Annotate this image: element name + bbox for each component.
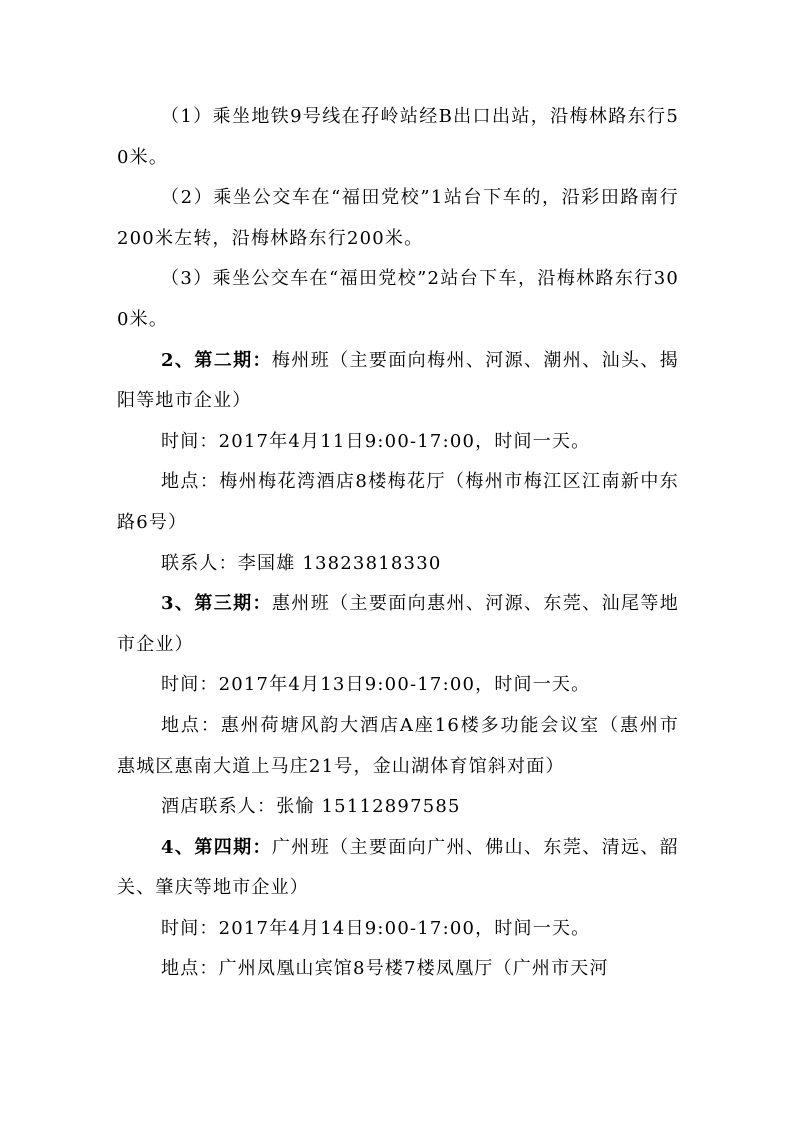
paragraph-text: 地点：广州凤凰山宾馆8号楼7楼凤凰厅（广州市天河 bbox=[161, 958, 609, 980]
session-4-location bbox=[117, 949, 679, 990]
session-4-title: 广州班（主要面向广州、佛山、东莞、清远、韶关、肇庆等地市企业） bbox=[117, 836, 679, 899]
paragraph-text: 时间：2017年4月14日9:00-17:00，时间一天。 bbox=[161, 917, 591, 939]
session-3-heading bbox=[117, 584, 679, 665]
session-2-title: 梅州班（主要面向梅州、河源、潮州、汕头、揭阳等地市企业） bbox=[117, 349, 679, 412]
session-4-time bbox=[117, 909, 679, 950]
session-4-lead: 4、第四期： bbox=[161, 836, 272, 858]
session-2-heading bbox=[117, 341, 679, 422]
session-3-time bbox=[117, 665, 679, 706]
paragraph-text: 时间：2017年4月11日9:00-17:00，时间一天。 bbox=[161, 430, 591, 452]
paragraph-text: 时间：2017年4月13日9:00-17:00，时间一天。 bbox=[161, 674, 591, 696]
session-3-location bbox=[117, 706, 679, 787]
bus-directions-stop-2 bbox=[117, 259, 679, 340]
document-body bbox=[117, 97, 679, 990]
session-2-contact bbox=[117, 544, 679, 585]
paragraph-text: 酒店联系人：张愉 15112897585 bbox=[161, 796, 461, 818]
paragraph-text: （1）乘坐地铁9号线在孖岭站经B出口出站，沿梅林路东行50米。 bbox=[117, 106, 679, 168]
paragraph-text: 联系人：李国雄 13823818330 bbox=[161, 552, 442, 574]
session-3-lead: 3、第三期： bbox=[161, 593, 272, 615]
session-3-title: 惠州班（主要面向惠州、河源、东莞、汕尾等地市企业） bbox=[117, 593, 679, 655]
paragraph-text: 地点：梅州梅花湾酒店8楼梅花厅（梅州市梅江区江南新中东路6号） bbox=[117, 471, 679, 533]
session-2-lead: 2、第二期： bbox=[161, 349, 272, 371]
paragraph-text: （2）乘坐公交车在“福田党校”1站台下车的，沿彩田路南行200米左转，沿梅林路东行200米。 bbox=[117, 187, 679, 249]
session-3-contact bbox=[117, 787, 679, 828]
paragraph-text: 地点：惠州荷塘风韵大酒店A座16楼多功能会议室（惠州市惠城区惠南大道上马庄21号，金山湖体育馆斜对面） bbox=[117, 714, 679, 777]
paragraph-text: （3）乘坐公交车在“福田党校”2站台下车，沿梅林路东行300米。 bbox=[117, 268, 679, 330]
bus-directions-stop-1 bbox=[117, 178, 679, 259]
session-2-time bbox=[117, 422, 679, 463]
session-4-heading bbox=[117, 828, 679, 909]
metro-directions bbox=[117, 97, 679, 178]
session-2-location bbox=[117, 462, 679, 543]
